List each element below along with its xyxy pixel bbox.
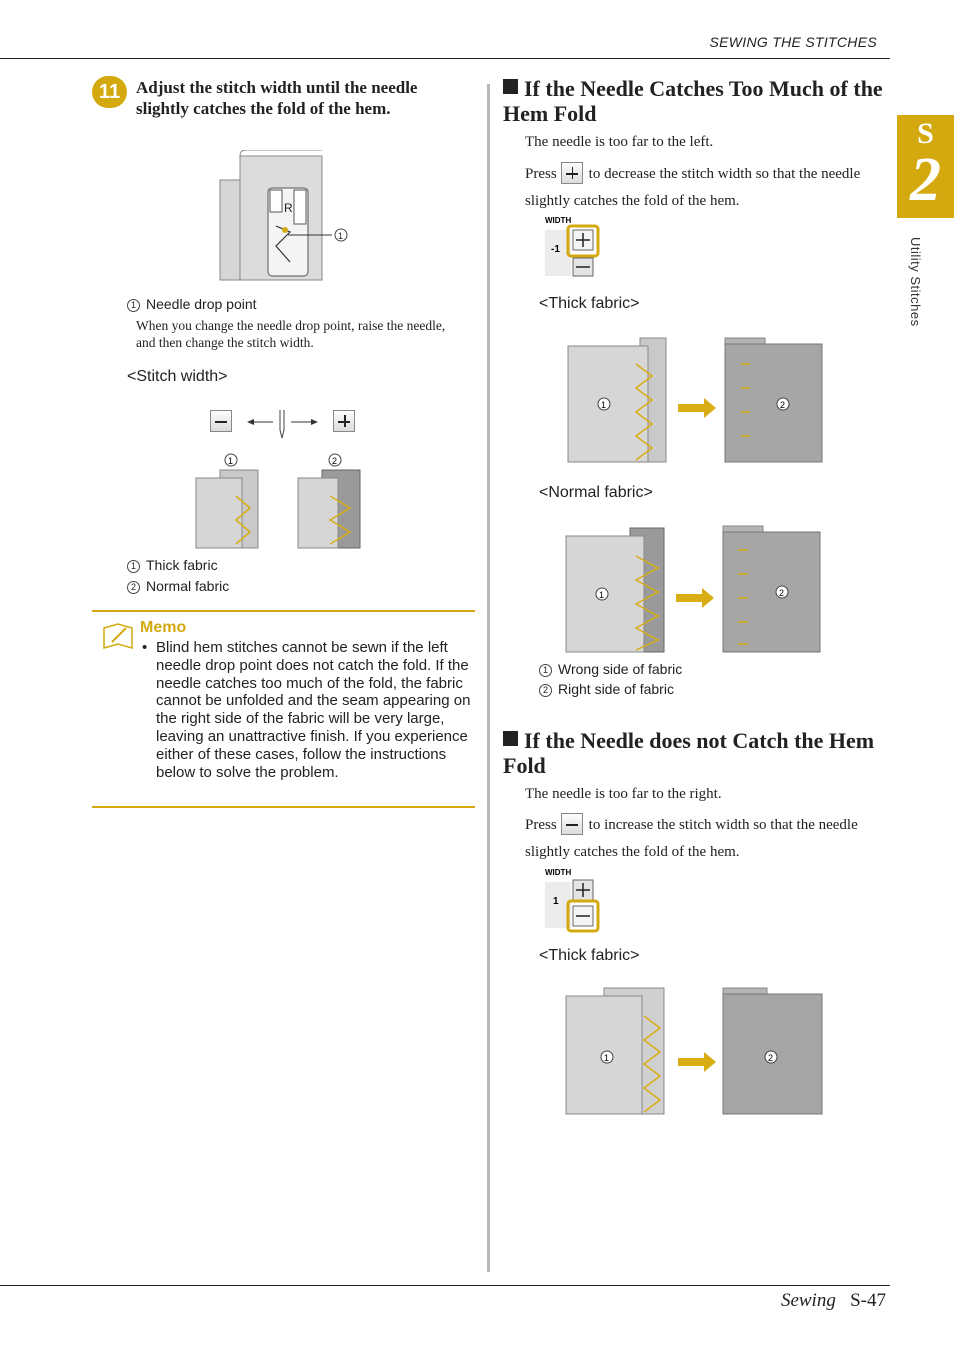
stitch-width-fabrics-figure [190,450,370,555]
legend-num: 2 [127,581,140,594]
panel-value: -1 [551,244,560,255]
legend-num: 2 [539,684,552,697]
width-increase-button[interactable] [333,410,355,432]
header-rule [0,58,890,59]
legend-label: Needle drop point [146,296,257,312]
thick-fabric-label-1: <Thick fabric> [539,295,640,312]
width-panel-1 [543,214,605,280]
legend-label: Wrong side of fabric [558,661,683,677]
legend-label: Normal fabric [146,578,230,594]
callout-b: 2 [332,456,338,466]
memo-title: Memo [140,619,187,636]
page-footer [781,1290,886,1312]
heading-text: If the Needle Catches Too Much of the Hem Fold [503,76,883,126]
instruction-rest: to increase the stitch width so that the needle slightly catches the fold of the hem. [525,817,858,860]
callout-b: 2 [779,588,785,598]
memo-body [142,639,472,781]
press-word: Press [525,166,557,182]
section2-line1: The needle is too far to the right. [525,786,722,802]
heading-square-icon [503,79,518,94]
section1-instruction [525,161,875,215]
stitch-width-label: <Stitch width> [127,368,228,385]
panel-value: 1 [553,896,559,907]
callout-b: 2 [768,1053,774,1063]
instruction-rest: to decrease the stitch width so that the needle slightly catches the fold of the hem. [525,166,861,209]
callout-a: 1 [228,456,234,466]
memo-bullet: • [142,639,148,656]
chapter-letter: S [917,117,934,150]
page-number: S-47 [850,1290,886,1311]
thick-fabric-label-2: <Thick fabric> [539,947,640,964]
inline-plus-button[interactable] [561,162,583,184]
step-number-badge: 11 [92,76,127,108]
chapter-number: 2 [910,146,941,214]
panel-label: WIDTH [545,868,572,877]
needle-arrows-icon [245,408,325,440]
memo-text: Blind hem stitches cannot be sewn if the left needle drop point does not catch the fold. If the needle catches too much of the fold, the fabric cannot be unfolded and the seam appearing on the right side of the fabric will be very large, leaving an unattractive finish. If you experience either of these cases, follow the instructions below to solve the problem. [156,639,471,781]
legend-thick [127,557,218,573]
heading-text: If the Needle does not Catch the Hem Fold [503,728,875,778]
memo-top-rule [92,610,475,612]
step-instruction: Adjust the stitch width until the needle slightly catches the fold of the hem. [136,78,418,118]
legend-num: 1 [539,664,552,677]
press-word: Press [525,817,557,833]
legend-needle-drop [127,296,257,312]
running-header: SEWING THE STITCHES [709,34,877,50]
legend-normal [127,578,229,594]
footer-rule [0,1285,890,1286]
width-decrease-button[interactable] [210,410,232,432]
chapter-vertical-label: Utility Stitches [908,237,923,327]
footer-chapter: Sewing [780,1290,836,1311]
heading-square-icon [503,731,518,746]
thick-fabric-comparison-1 [560,330,840,470]
chapter-tab [897,115,954,218]
normal-fabric-label: <Normal fabric> [539,484,653,501]
panel-label: WIDTH [545,216,572,225]
callout-a: 1 [604,1053,610,1063]
presser-foot-figure [210,150,360,285]
section2-instruction [525,812,875,866]
fig1-callout: 1 [338,231,344,241]
section-heading-too-much [503,76,883,126]
inline-minus-button[interactable] [561,813,583,835]
foot-letter: R [284,201,293,215]
callout-a: 1 [601,400,607,410]
callout-b: 2 [780,400,786,410]
legend-right-side [539,681,674,697]
legend-label: Right side of fabric [558,681,674,697]
memo-pencil-icon [102,622,134,650]
section-heading-not-catch [503,728,883,778]
width-panel-2 [543,866,605,934]
column-divider [487,84,490,1272]
thick-fabric-comparison-2 [560,982,840,1122]
normal-fabric-comparison [558,520,838,660]
legend-note: When you change the needle drop point, raise the needle, and then change the stitch width. [136,318,446,350]
section1-line1: The needle is too far to the left. [525,134,714,150]
legend-num: 1 [127,560,140,573]
legend-wrong-side [539,661,682,677]
memo-bottom-rule [92,806,475,808]
legend-label: Thick fabric [146,557,218,573]
legend-num: 1 [127,299,140,312]
callout-a: 1 [599,590,605,600]
